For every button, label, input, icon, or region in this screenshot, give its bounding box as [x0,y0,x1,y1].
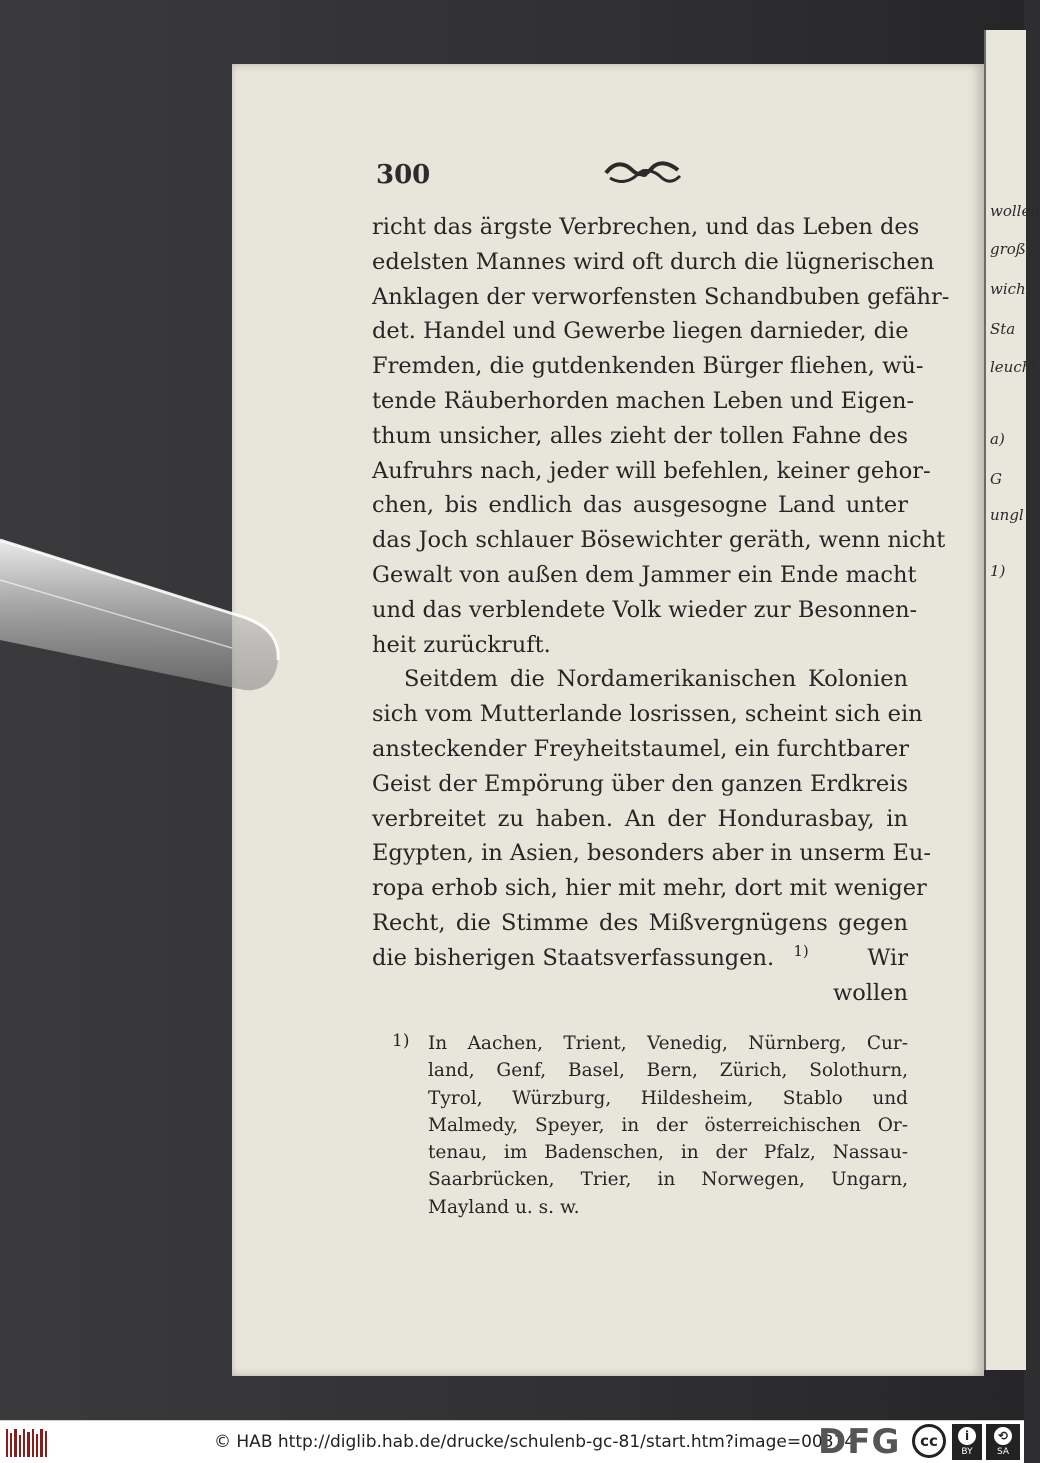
catchword: wollen [832,979,908,1006]
copyright-url[interactable]: © HAB http://diglib.hab.de/drucke/schulenb-gc-81/start.htm?image=00314 [214,1432,856,1452]
text-line-with-footnote-ref [372,941,908,976]
text-line: richt das ärgste Verbrechen, und das Leben des [372,214,920,240]
facing-page-fragment: wich [990,280,1026,298]
facing-page-fragment: 1) [990,562,1006,580]
text-line: det. Handel und Gewerbe liegen darnieder, die [372,318,909,345]
footnote-line: Tyrol, Würzburg, Hildesheim, Stablo und [428,1087,908,1109]
text-line: Seitdem die Nordamerikanischen Kolonien [404,666,908,693]
page-header [376,156,916,196]
facing-page-fragment: G [990,470,1002,488]
text-line: Recht, die Stimme des Mißvergnügens gegen [372,909,908,936]
text-line: sich vom Mutterlande losrissen, scheint sich ein [372,701,923,728]
barcode-icon [6,1429,48,1457]
cc-sa-label: SA [996,1447,1010,1457]
ornament-icon [602,156,682,190]
facing-page-edge [984,30,1040,1370]
page-number: 300 [376,160,431,190]
book-page [232,64,984,1376]
text-line: chen, bis endlich das ausgesogne Land unter [372,492,908,519]
text-line: thum unsicher, alles zieht der tollen Fahne des [372,422,908,449]
facing-page-fragment: Sta [990,320,1016,338]
text-line: verbreitet zu haben. An der Hondurasbay, in [372,805,908,832]
text-line: Fremden, die gutdenkenden Bürger fliehen, wü- [372,353,924,380]
facing-page-fragment: wollen [990,202,1040,220]
footnote-reference: 1) [793,942,809,961]
footnote [392,1030,908,1221]
facing-page-fragment: a) [990,430,1005,448]
text-line: heit zurückruft. [372,631,551,658]
person-icon: i [958,1427,976,1445]
text-line: ansteckender Freyheitstaumel, ein furchtbarer [372,735,910,762]
text-line: Geist der Empörung über den ganzen Erdkreis [372,770,908,797]
facing-page-fragment: ungl [990,506,1024,524]
footnote-line: tenau, im Badenschen, in der Pfalz, Nassau- [428,1142,908,1164]
footnote-line: Saarbrücken, Trier, in Norwegen, Ungarn, [428,1169,908,1191]
footnote-line: In Aachen, Trient, Venedig, Nürnberg, Cur- [428,1033,908,1054]
text-line-end: die bisherigen Staatsverfassungen. [372,944,775,971]
footnote-line: Malmedy, Speyer, in der österreichischen Or- [428,1114,908,1136]
footnote-marker: 1) [392,1031,410,1051]
text-line: Egypten, in Asien, besonders aber in unserm Eu- [372,840,931,867]
body-text [372,210,950,1010]
text-line: Aufruhrs nach, jeder will befehlen, keiner gehor- [372,457,931,484]
text-line: Anklagen der verworfensten Schandbuben gefähr- [372,283,950,310]
text-line: tende Räuberhorden machen Leben und Eigen- [372,387,915,414]
dfg-logo: DFG [818,1422,901,1462]
cc-by-icon [952,1424,982,1460]
text-line: Gewalt von außen dem Jammer ein Ende macht [372,561,917,588]
text-line: edelsten Mannes wird oft durch die lügnerischen [372,248,935,275]
creative-commons-icon: cc [912,1424,946,1458]
trailing-word: Wir [867,944,908,971]
page-holder-clip-icon [0,520,290,720]
footer-bar [0,1420,1024,1463]
text-line: das Joch schlauer Bösewichter geräth, wenn nicht [372,527,946,554]
facing-page-fragment: groß [990,240,1026,258]
text-line: ropa erhob sich, hier mit mehr, dort mit weniger [372,875,927,902]
share-alike-icon: ⟲ [994,1427,1012,1445]
footnote-line: land, Genf, Basel, Bern, Zürich, Solothurn, [428,1060,908,1082]
footnote-line: Mayland u. s. w. [428,1196,580,1218]
facing-page-fragment: leucht [990,358,1038,376]
cc-sa-icon [986,1424,1020,1460]
cc-by-label: BY [961,1447,973,1457]
text-line: und das verblendete Volk wieder zur Besonnen- [372,596,918,623]
footnote-body [428,1030,908,1221]
